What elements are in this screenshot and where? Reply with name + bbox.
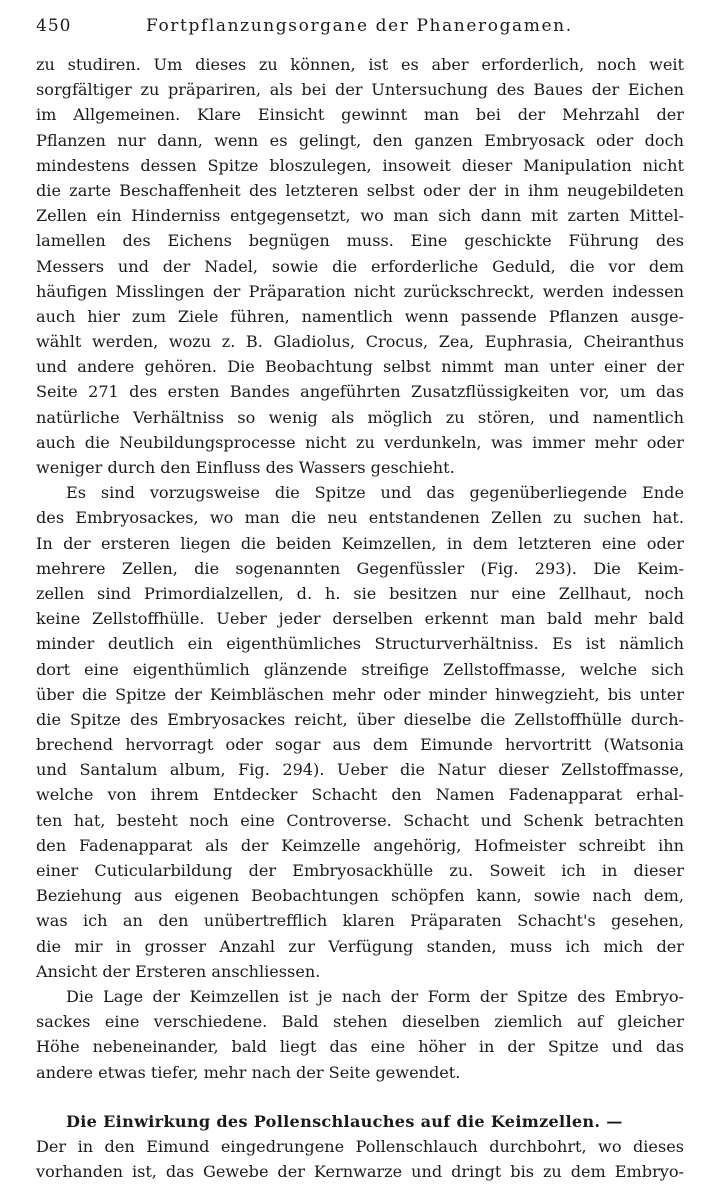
text-line: minder deutlich ein eigenthümliches Structurverhältniss. Es ist nämlich xyxy=(36,634,684,654)
text-line: brechend hervorragt oder sogar aus dem Eimunde hervortritt (Watsonia xyxy=(36,735,684,755)
text-line: häufigen Misslingen der Präparation nicht zurückschreckt, werden indessen xyxy=(36,281,684,301)
text-line: über die Spitze der Keimbläschen mehr oder minder hinwegzieht, bis unter xyxy=(36,684,684,704)
text-line: lamellen des Eichens begnügen muss. Eine geschickte Führung des xyxy=(36,231,684,251)
text-line: In der ersteren liegen die beiden Keimzellen, in dem letzteren eine oder xyxy=(36,533,684,553)
paragraph xyxy=(36,52,684,480)
paragraph xyxy=(36,480,684,984)
text-line: Es sind vorzugsweise die Spitze und das gegenüberliegende Ende xyxy=(66,483,684,503)
text-line: wählt werden, wozu z. B. Gladiolus, Crocus, Zea, Euphrasia, Cheiranthus xyxy=(36,332,684,352)
text-line: im Allgemeinen. Klare Einsicht gewinnt man bei der Mehrzahl der xyxy=(36,105,684,125)
section-heading: Die Einwirkung des Pollenschlauches auf die Keimzellen. — xyxy=(66,1111,623,1131)
text-line: auch hier zum Ziele führen, namentlich wenn passende Pflanzen ausge- xyxy=(36,306,684,326)
text-line: Pflanzen nur dann, wenn es gelingt, den ganzen Embryosack oder doch xyxy=(36,130,684,150)
text-line: Messers und der Nadel, sowie die erforderliche Geduld, die vor dem xyxy=(36,256,684,276)
text-line: Der in den Eimund eingedrungene Pollenschlauch durchbohrt, wo dieses xyxy=(36,1136,684,1156)
text-line: und Santalum album, Fig. 294). Ueber die Natur dieser Zellstoffmasse, xyxy=(36,760,684,780)
text-line: Zellen ein Hinderniss entgegensetzt, wo man sich dann mit zarten Mittel- xyxy=(36,206,684,226)
text-line: natürliche Verhältniss so wenig als möglich zu stören, und namentlich xyxy=(36,407,684,427)
text-line: ten hat, besteht noch eine Controverse. Schacht und Schenk betrachten xyxy=(36,810,684,830)
text-line: einer Cuticularbildung der Embryosackhülle zu. Soweit ich in dieser xyxy=(36,861,684,880)
text-line: zellen sind Primordialzellen, d. h. sie besitzen nur eine Zellhaut, noch xyxy=(36,583,684,603)
text-line: mehrere Zellen, die sogenannten Gegenfüssler (Fig. 293). Die Keim- xyxy=(36,558,684,578)
text-line: dort eine eigenthümlich glänzende streifige Zellstoffmasse, welche sich xyxy=(36,659,684,679)
text-line: sorgfältiger zu präpariren, als bei der Untersuchung des Baues der Eichen xyxy=(36,80,684,100)
text-line: Höhe nebeneinander, bald liegt das eine höher in der Spitze und das xyxy=(36,1037,684,1057)
text-line: Beziehung aus eigenen Beobachtungen schöpfen kann, sowie nach dem, xyxy=(36,886,684,906)
text-line: weniger durch den Einfluss des Wassers geschieht. xyxy=(36,458,455,477)
section xyxy=(36,1109,684,1185)
text-line: die Spitze des Embryosackes reicht, über dieselbe die Zellstoffhülle durch- xyxy=(36,709,684,729)
text-line: Die Lage der Keimzellen ist je nach der Form der Spitze des Embryo- xyxy=(66,986,684,1006)
text-line: Ansicht der Ersteren anschliessen. xyxy=(36,961,321,981)
section-spacer xyxy=(36,1085,684,1109)
text-line: andere etwas tiefer, mehr nach der Seite gewendet. xyxy=(36,1062,461,1082)
text-line: welche von ihrem Entdecker Schacht den Namen Fadenapparat erhal- xyxy=(36,785,684,805)
running-title: Fortpflanzungsorgane der Phanerogamen. xyxy=(146,16,573,36)
text-line: keine Zellstoffhülle. Ueber jeder derselben erkennt man bald mehr bald xyxy=(36,609,684,629)
text-line: sackes eine verschiedene. Bald stehen dieselben ziemlich auf gleicher xyxy=(36,1012,684,1032)
text-line: mindestens dessen Spitze bloszulegen, insoweit dieser Manipulation nicht xyxy=(36,155,684,175)
body-text xyxy=(36,52,684,1184)
paragraph xyxy=(36,984,684,1085)
page-header xyxy=(36,16,676,42)
text-line: die mir in grosser Anzahl zur Verfügung standen, muss ich mich der xyxy=(36,936,684,956)
text-line: zu studiren. Um dieses zu können, ist es aber erforderlich, noch weit xyxy=(36,55,684,74)
text-line: vorhanden ist, das Gewebe der Kernwarze und dringt bis zu dem Embryo- xyxy=(36,1162,684,1182)
text-line: des Embryosackes, wo man die neu entstandenen Zellen zu suchen hat. xyxy=(36,508,684,528)
text-line: den Fadenapparat als der Keimzelle angehörig, Hofmeister schreibt ihn xyxy=(36,835,684,855)
text-line: Seite 271 des ersten Bandes angeführten Zusatzflüssigkeiten vor, um das xyxy=(36,382,684,402)
text-line: die zarte Beschaffenheit des letzteren selbst oder der in ihm neugebildeten xyxy=(36,180,684,200)
text-line: und andere gehören. Die Beobachtung selbst nimmt man unter einer der xyxy=(36,357,684,377)
text-line: auch die Neubildungsprocesse nicht zu verdunkeln, was immer mehr oder xyxy=(36,432,684,452)
page-number: 450 xyxy=(36,16,72,36)
text-line: was ich an den unübertrefflich klaren Präparaten Schacht's gesehen, xyxy=(36,911,684,931)
